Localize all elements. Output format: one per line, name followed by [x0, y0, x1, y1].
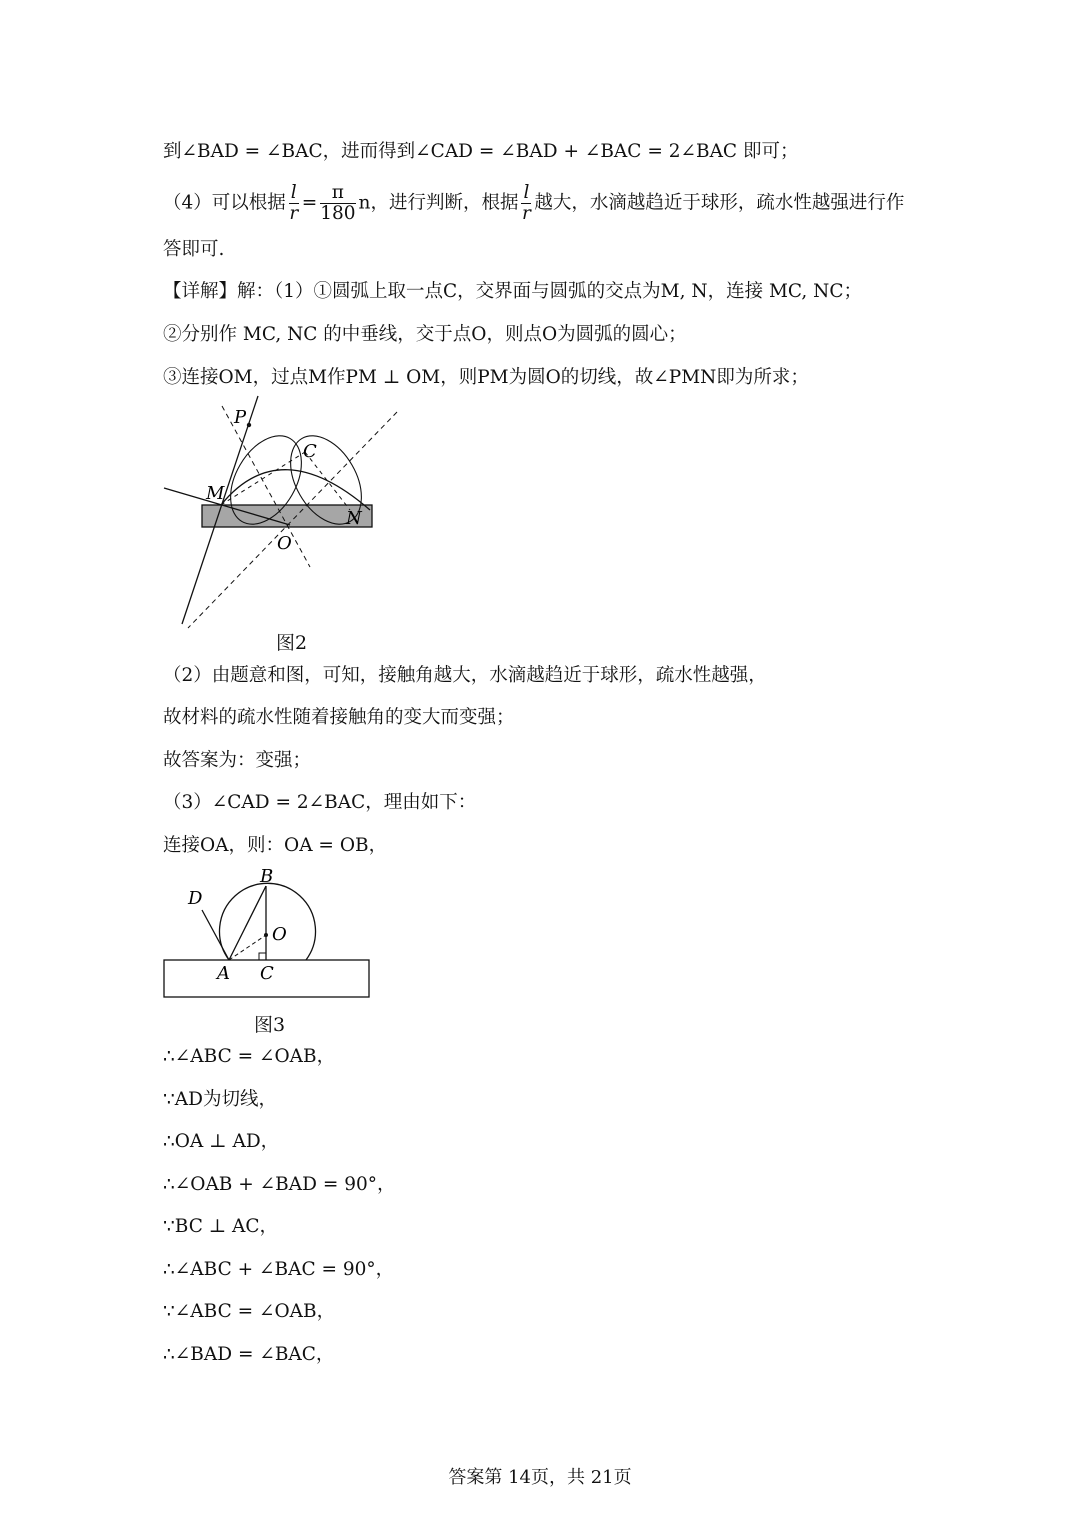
label-d: D	[188, 888, 203, 909]
text-line-4: 【详解】解：（1）①圆弧上取一点C，交界面与圆弧的交点为M, N，连接 MC, NC；	[163, 281, 862, 302]
label-m: M	[206, 483, 225, 504]
text-line-16: ∵BC ⊥ AC，	[163, 1216, 279, 1237]
fraction-denominator: r	[521, 203, 531, 224]
figure-3-caption: 图3	[254, 1014, 286, 1036]
fraction-pi-over-180	[320, 183, 355, 224]
point-p	[247, 423, 251, 427]
label-n: N	[346, 508, 362, 529]
fraction-numerator: l	[290, 182, 297, 203]
text-line-5: ②分别作 MC, NC 的中垂线，交于点O，则点O为圆弧的圆心；	[163, 324, 687, 345]
tangent-ad	[202, 910, 229, 960]
text-line-19: ∴∠BAD = ∠BAC，	[163, 1344, 335, 1365]
arc-droplet	[221, 470, 370, 510]
fraction-numerator: l	[523, 182, 530, 203]
figure-2-caption: 图2	[276, 632, 308, 654]
text-line-1: 到∠BAD = ∠BAC，进而得到∠CAD = ∠BAD + ∠BAC = 2∠BAC 即可；	[163, 141, 799, 162]
fraction-numerator: π	[320, 183, 355, 204]
text-line-2	[163, 183, 904, 224]
text-line-15: ∴∠OAB + ∠BAD = 90°，	[163, 1174, 396, 1195]
fraction-denominator: 180	[320, 203, 356, 224]
label-c: C	[303, 441, 317, 462]
text-line-11: 连接OA，则：OA = OB，	[163, 835, 388, 856]
label-b: B	[260, 866, 274, 887]
text-line-18: ∵∠ABC = ∠OAB，	[163, 1301, 336, 1322]
text-line-3: 答即可.	[163, 239, 225, 260]
point-o	[264, 933, 268, 937]
label-o: O	[277, 533, 292, 554]
text-line-2-start: （4）可以根据	[163, 192, 286, 214]
text-line-2-end: 越大，水滴越趋近于球形，疏水性越强进行作	[534, 192, 905, 214]
figure-3-diagram	[160, 862, 375, 1002]
label-c: C	[260, 963, 274, 984]
fraction-l-over-r	[289, 183, 299, 224]
label-p: P	[234, 407, 247, 428]
figure-2-diagram	[160, 392, 410, 632]
label-a: A	[217, 963, 230, 984]
fraction-l-over-r-2	[521, 183, 531, 224]
droplet-arc	[220, 883, 316, 960]
text-line-17: ∴∠ABC + ∠BAC = 90°，	[163, 1259, 395, 1280]
text-line-13: ∵AD为切线，	[163, 1089, 277, 1110]
label-o: O	[272, 924, 287, 945]
text-line-2-middle: n，进行判断，根据	[358, 192, 519, 214]
right-angle-mark	[259, 953, 266, 960]
text-line-6: ③连接OM，过点M作PM ⊥ OM，则PM为圆O的切线，故∠PMN即为所求；	[163, 367, 809, 388]
text-line-8: 故材料的疏水性随着接触角的变大而变强；	[163, 707, 515, 728]
equals-sign: =	[301, 192, 318, 214]
text-line-10: （3）∠CAD = 2∠BAC，理由如下：	[163, 792, 477, 813]
text-line-12: ∴∠ABC = ∠OAB，	[163, 1046, 336, 1067]
text-line-7: （2）由题意和图，可知，接触角越大，水滴越趋近于球形，疏水性越强，	[163, 665, 767, 686]
text-line-9: 故答案为：变强；	[163, 750, 312, 771]
page-footer: 答案第 14页，共 21页	[448, 1467, 632, 1488]
text-line-14: ∴OA ⊥ AD，	[163, 1131, 280, 1152]
fraction-denominator: r	[289, 203, 299, 224]
